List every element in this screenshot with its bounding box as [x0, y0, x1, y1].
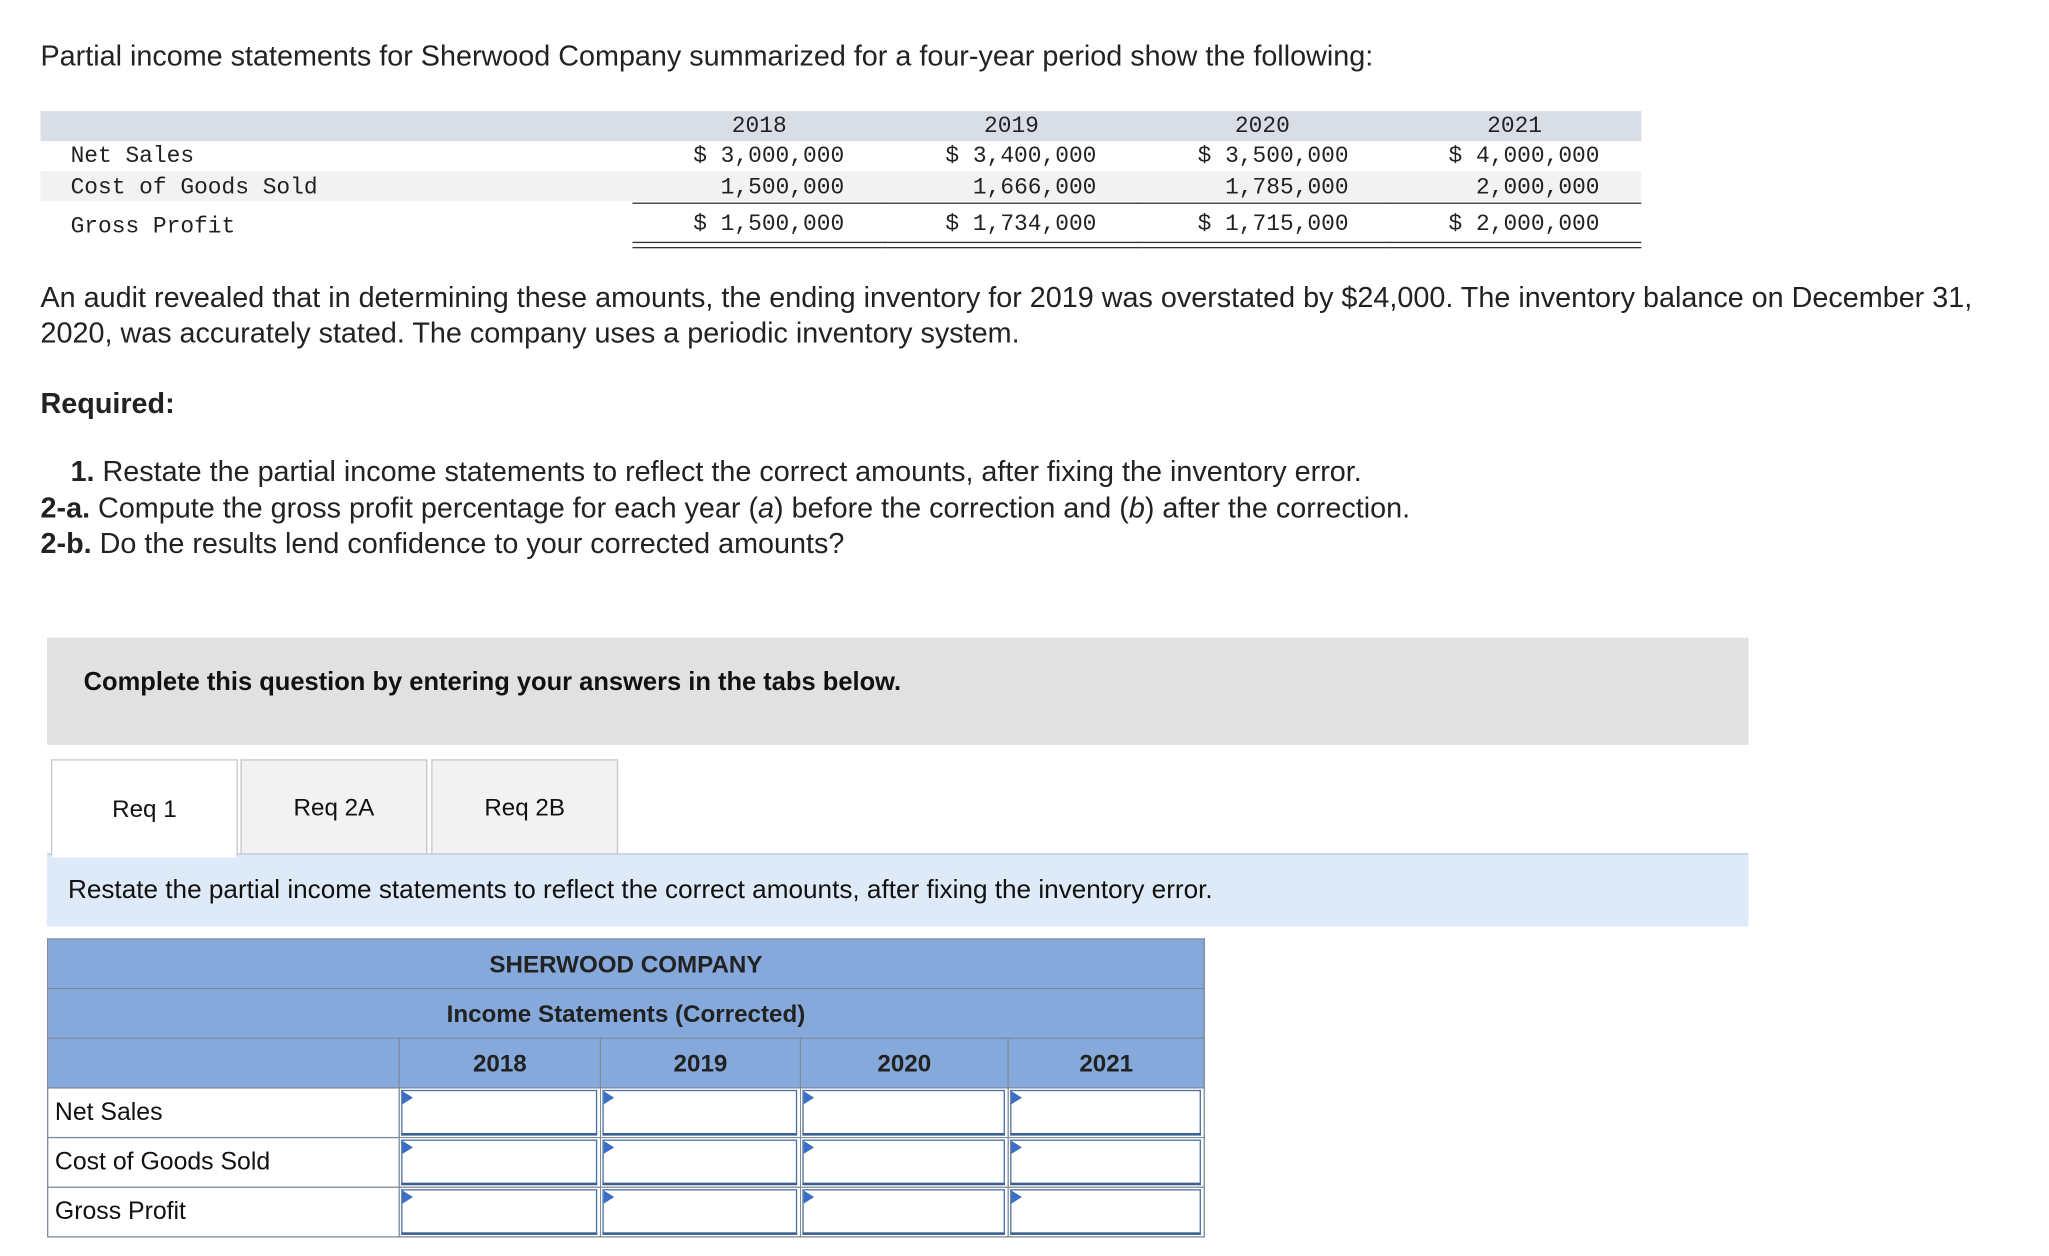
- value-cell: $ 4,000,000: [1448, 143, 1600, 170]
- total-double-line: [1389, 242, 1641, 249]
- subtotal-line: [1137, 203, 1391, 204]
- input-marker-icon: [604, 1141, 614, 1154]
- required-item-text: ) after the correction.: [1144, 491, 1411, 525]
- required-item-number: 2-a.: [40, 491, 91, 525]
- answer-year-header: 2018: [399, 1038, 600, 1088]
- cogs-2018-input[interactable]: [401, 1140, 597, 1186]
- tab-instruction-text: Restate the partial income statements to reflect the correct amounts, after fixing the inventory error.: [67, 875, 1213, 905]
- answer-header-blank: [48, 1038, 400, 1088]
- required-item-em: b: [1128, 491, 1145, 525]
- year-header: 2021: [1487, 113, 1543, 140]
- answer-cell: [1008, 1088, 1204, 1138]
- answer-table: [47, 938, 1205, 1237]
- answer-subtitle: Income Statements (Corrected): [48, 989, 1205, 1039]
- value-cell: 1,500,000: [720, 175, 845, 202]
- answer-cell: [600, 1187, 800, 1237]
- tab-req-2a[interactable]: Req 2A: [240, 759, 427, 856]
- value-cell: $ 2,000,000: [1448, 211, 1600, 238]
- answer-company-title: SHERWOOD COMPANY: [48, 939, 1205, 989]
- total-double-line: [632, 242, 886, 249]
- value-cell: $ 1,734,000: [945, 211, 1097, 238]
- input-marker-icon: [402, 1141, 412, 1154]
- input-marker-icon: [1011, 1091, 1021, 1104]
- answer-cell: [600, 1088, 800, 1138]
- net-sales-2018-input[interactable]: [401, 1090, 597, 1136]
- answer-cell: [800, 1138, 1008, 1188]
- answer-row-label: Gross Profit: [48, 1187, 400, 1237]
- input-marker-icon: [402, 1190, 412, 1203]
- required-item-2b: [41, 527, 845, 561]
- tab-req-2b[interactable]: Req 2B: [431, 759, 618, 856]
- required-item-text: Restate the partial income statements to reflect the correct amounts, after fixing the inventory error.: [94, 454, 1362, 488]
- required-item-em: a: [758, 491, 775, 525]
- value-cell: 2,000,000: [1476, 175, 1600, 202]
- value-cell: $ 1,715,000: [1197, 211, 1349, 238]
- value-cell: $ 3,400,000: [945, 143, 1097, 170]
- cogs-2019-input[interactable]: [602, 1140, 797, 1186]
- input-marker-icon: [1011, 1141, 1021, 1154]
- cogs-2021-input[interactable]: [1010, 1140, 1201, 1186]
- total-double-line: [1137, 242, 1391, 249]
- input-marker-icon: [804, 1091, 814, 1104]
- gross-profit-2020-input[interactable]: [802, 1189, 1005, 1235]
- net-sales-2019-input[interactable]: [602, 1090, 797, 1136]
- answer-cell: [399, 1187, 600, 1237]
- answer-year-header: 2019: [600, 1038, 800, 1088]
- row-label-gross-profit: Gross Profit: [70, 214, 236, 241]
- answer-cell: [800, 1088, 1008, 1138]
- input-marker-icon: [804, 1190, 814, 1203]
- required-heading: Required:: [40, 386, 175, 420]
- answer-year-header: 2020: [800, 1038, 1008, 1088]
- input-marker-icon: [604, 1190, 614, 1203]
- required-item-1: [71, 455, 1362, 489]
- total-double-line: [885, 242, 1139, 249]
- answer-year-header: 2021: [1008, 1038, 1204, 1088]
- gross-profit-2021-input[interactable]: [1010, 1189, 1201, 1235]
- cogs-2020-input[interactable]: [802, 1140, 1005, 1186]
- year-header: 2020: [1234, 113, 1290, 140]
- row-label-net-sales: Net Sales: [70, 143, 195, 170]
- gross-profit-2018-input[interactable]: [401, 1189, 597, 1235]
- input-marker-icon: [804, 1141, 814, 1154]
- required-item-number: 1.: [70, 454, 95, 488]
- net-sales-2020-input[interactable]: [802, 1090, 1005, 1136]
- net-sales-2021-input[interactable]: [1010, 1090, 1201, 1136]
- subtotal-line: [885, 203, 1139, 204]
- intro-text: Partial income statements for Sherwood Company summarized for a four-year period show the following:: [40, 39, 1374, 72]
- tab-instruction-band: [47, 853, 1748, 926]
- subtotal-line: [632, 203, 886, 204]
- required-item-2a: [41, 491, 1411, 525]
- required-item-text: Compute the gross profit percentage for each year (: [90, 491, 759, 525]
- value-cell: $ 3,000,000: [693, 143, 845, 170]
- required-item-text: ) before the correction and (: [774, 491, 1129, 525]
- answer-cell: [800, 1187, 1008, 1237]
- year-header: 2019: [984, 113, 1039, 140]
- answer-cell: [1008, 1187, 1204, 1237]
- value-cell: $ 1,500,000: [693, 211, 845, 238]
- gross-profit-2019-input[interactable]: [602, 1189, 797, 1235]
- value-cell: $ 3,500,000: [1197, 143, 1349, 170]
- value-cell: 1,785,000: [1225, 175, 1349, 202]
- banner-text: Complete this question by entering your answers in the tabs below.: [83, 667, 902, 697]
- answer-cell: [1008, 1138, 1204, 1188]
- input-marker-icon: [1011, 1190, 1021, 1203]
- required-item-text: Do the results lend confidence to your corrected amounts?: [91, 526, 845, 560]
- answer-cell: [399, 1138, 600, 1188]
- value-cell: 1,666,000: [972, 175, 1097, 202]
- answer-cell: [600, 1138, 800, 1188]
- input-marker-icon: [402, 1091, 412, 1104]
- answer-row-label: Cost of Goods Sold: [48, 1138, 400, 1188]
- instructions-banner: [47, 638, 1748, 745]
- input-marker-icon: [604, 1091, 614, 1104]
- tab-req-1[interactable]: Req 1: [51, 759, 238, 857]
- required-item-number: 2-b.: [40, 526, 92, 560]
- answer-row-label: Net Sales: [48, 1088, 400, 1138]
- year-header: 2018: [731, 113, 787, 140]
- subtotal-line: [1389, 203, 1641, 204]
- row-label-cogs: Cost of Goods Sold: [70, 175, 318, 202]
- audit-paragraph: An audit revealed that in determining these amounts, the ending inventory for 2019 was overstated by $24,000. The inventory balance on December 31, 2020, was accurately stated. The company uses a periodic inventory system.: [40, 280, 1973, 349]
- answer-cell: [399, 1088, 600, 1138]
